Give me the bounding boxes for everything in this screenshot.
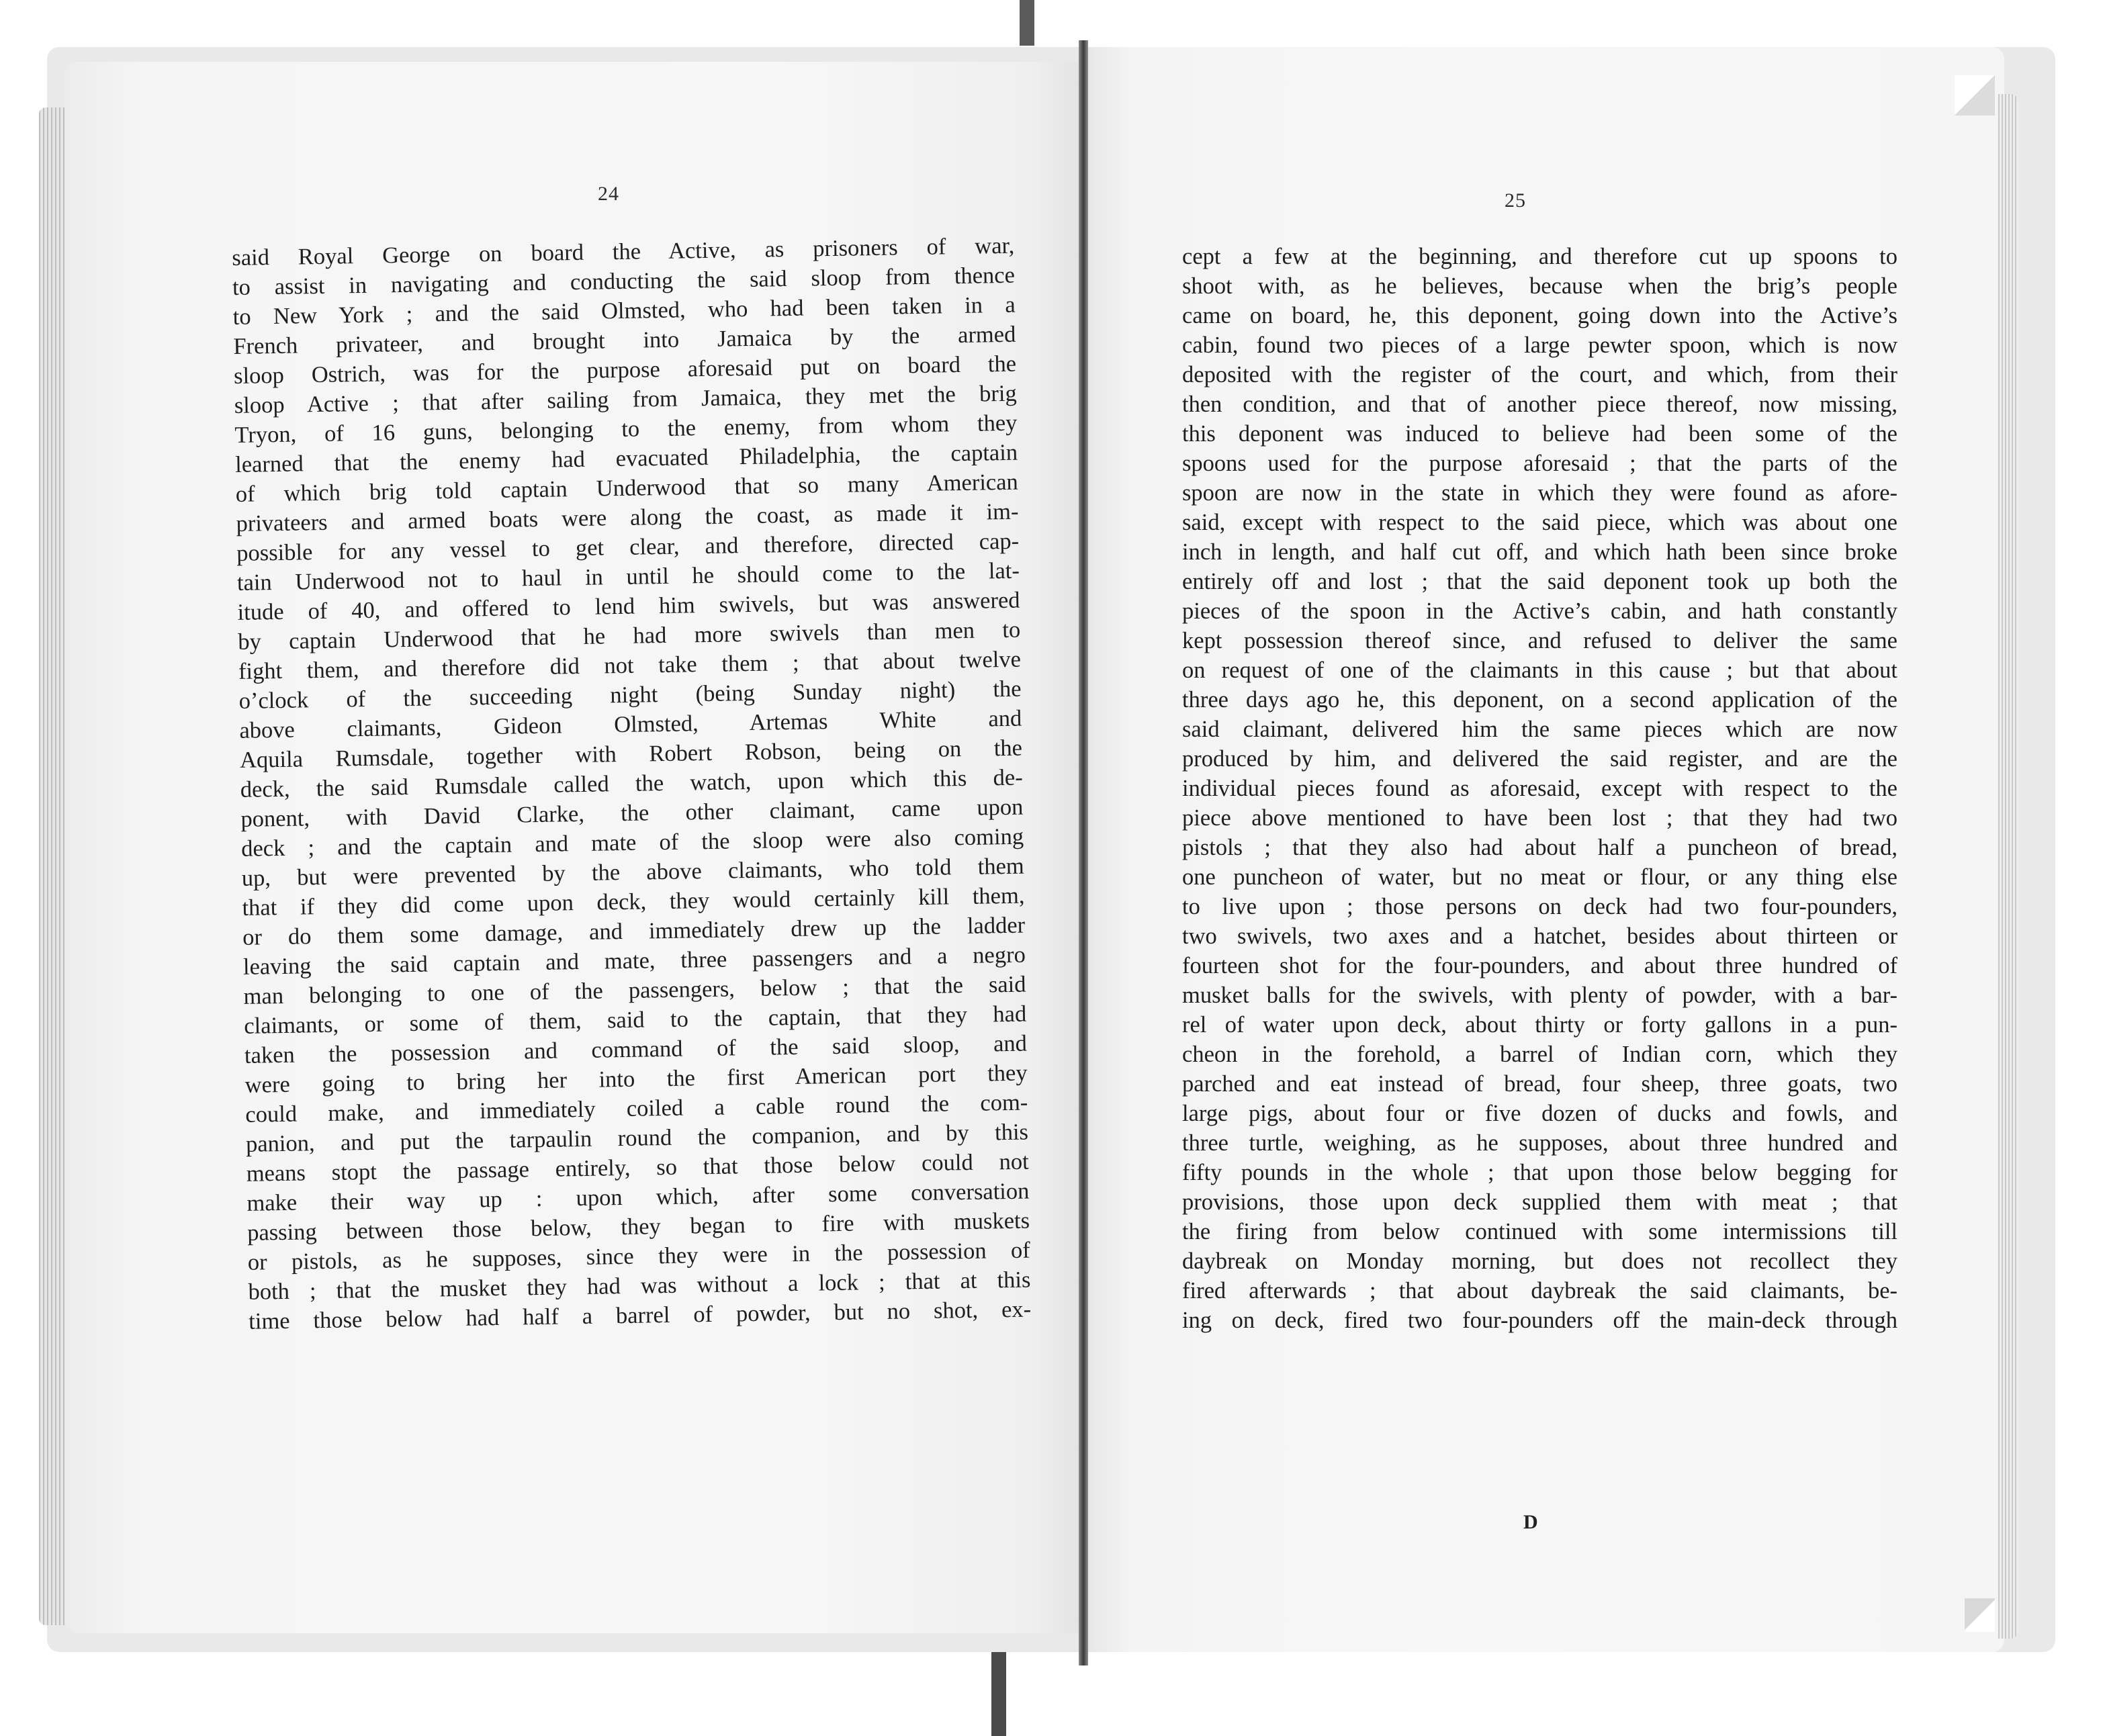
text-line: spoons used for the purpose aforesaid ; that the parts of the [1182, 451, 1897, 476]
text-line: leaving the said captain and mate, three passengers and a negro [242, 942, 1026, 980]
text-line: inch in length, and half cut off, and which hath been since broke [1182, 539, 1897, 565]
text-line: daybreak on Monday morning, but does not recollect they [1182, 1248, 1897, 1274]
text-line: on request of one of the claimants in this cause ; but that about [1182, 657, 1897, 683]
text-line: deposited with the register of the court, and which, from their [1182, 362, 1897, 387]
left-page-number: 24 [598, 183, 619, 205]
text-line: or do them some damage, and immediately drew up the ladder [242, 912, 1026, 950]
text-line: said, except with respect to the said piece, which was about one [1182, 510, 1897, 535]
text-line: sloop Active ; that after sailing from Jamaica, they met the brig [234, 380, 1017, 418]
right-page-text [1182, 242, 1897, 1335]
text-line: make their way up : upon which, after some conversation [247, 1178, 1030, 1216]
text-line: ponent, with David Clarke, the other claimant, came upon [240, 794, 1024, 832]
left-page-text [232, 231, 1031, 1336]
text-line: above claimants, Gideon Olmsted, Artemas White and [239, 705, 1022, 743]
text-line: taken the possession and command of the said sloop, and [244, 1030, 1028, 1068]
text-line: passing between those below, they began to fire with muskets [247, 1207, 1030, 1246]
text-line: man belonging to one of the passengers, below ; that the said [243, 971, 1026, 1009]
text-line: that if they did come upon deck, they would certainly kill them, [242, 882, 1025, 921]
text-line: o’clock of the succeeding night (being Sunday night) the [238, 676, 1022, 714]
text-line: claimants, or some of them, said to the captain, that they had [244, 1001, 1027, 1039]
text-line: musket balls for the swivels, with plenty of powder, with a bar- [1182, 983, 1897, 1008]
text-line: itude of 40, and offered to lend him swivels, but was answered [237, 587, 1020, 625]
text-line: individual pieces found as aforesaid, except with respect to the [1182, 776, 1897, 801]
text-line: rel of water upon deck, about thirty or forty gallons in a pun- [1182, 1012, 1897, 1038]
text-line: fight them, and therefore did not take them ; that about twelve [238, 646, 1022, 684]
text-line: deck ; and the captain and mate of the sloop were also coming [240, 823, 1024, 862]
text-line: provisions, those upon deck supplied them with meat ; that [1182, 1189, 1897, 1215]
text-line: cept a few at the beginning, and therefore cut up spoons to [1182, 244, 1897, 269]
text-line: to live upon ; those persons on deck had two four-pounders, [1182, 894, 1897, 919]
text-line: possible for any vessel to get clear, and therefore, directed cap- [236, 528, 1020, 566]
text-line: time those below had half a barrel of powder, but no shot, ex- [248, 1296, 1032, 1334]
text-line: kept possession thereof since, and refused to deliver the same [1182, 628, 1897, 653]
text-line: Aquila Rumsdale, together with Robert Robson, being on the [239, 735, 1023, 773]
text-line: up, but were prevented by the above claimants, who told them [241, 853, 1025, 891]
text-line: to assist in navigating and conducting the said sloop from thence [232, 262, 1016, 300]
text-line: cheon in the forehold, a barrel of Indian corn, which they [1182, 1042, 1897, 1067]
text-line: the firing from below continued with some intermissions till [1182, 1219, 1897, 1244]
text-line: both ; that the musket they had was without a lock ; that at this [248, 1267, 1031, 1305]
text-line: then condition, and that of another piece thereof, now missing, [1182, 392, 1897, 417]
text-line: fired afterwards ; that about daybreak the said claimants, be- [1182, 1278, 1897, 1304]
signature-mark: D [1523, 1511, 1538, 1533]
text-line: panion, and put the tarpaulin round the companion, and by this [245, 1119, 1029, 1157]
text-line: pistols ; that they also had about half a puncheon of bread, [1182, 835, 1897, 860]
text-line: pieces of the spoon in the Active’s cabin, and hath constantly [1182, 598, 1897, 624]
spine-bottom-binding [991, 1652, 1006, 1736]
text-line: could make, and immediately coiled a cable round the com- [245, 1089, 1028, 1128]
text-line: tain Underwood not to haul in until he should come to the lat- [236, 557, 1020, 596]
text-line: three days ago he, this deponent, on a second application of the [1182, 687, 1897, 713]
text-line: came on board, he, this deponent, going down into the Active’s [1182, 303, 1897, 328]
text-line: said Royal George on board the Active, as prisoners of war, [232, 232, 1015, 271]
text-line: cabin, found two pieces of a large pewter spoon, which is now [1182, 332, 1897, 358]
text-line: deck, the said Rumsdale called the watch, upon which this de- [240, 764, 1023, 803]
bottom-corner-fold [1965, 1598, 1995, 1632]
text-line: spoon are now in the state in which they were found as afore- [1182, 480, 1897, 506]
text-line: large pigs, about four or five dozen of ducks and fowls, and [1182, 1101, 1897, 1126]
top-corner-fold [1955, 75, 1995, 116]
text-line: were going to bring her into the first American port they [244, 1060, 1028, 1098]
text-line: French privateer, and brought into Jamaica by the armed [233, 321, 1016, 359]
text-line: three turtle, weighing, as he supposes, about three hundred and [1182, 1130, 1897, 1156]
book-gutter [1079, 40, 1088, 1665]
text-line: piece above mentioned to have been lost ; that they had two [1182, 805, 1897, 831]
right-page-edges [1998, 94, 2018, 1639]
text-line: by captain Underwood that he had more swivels than men to [238, 616, 1021, 655]
text-line: Tryon, of 16 guns, belonging to the enemy, from whom they [234, 410, 1018, 448]
text-line: entirely off and lost ; that the said deponent took up both the [1182, 569, 1897, 594]
text-line: shoot with, as he believes, because when the brig’s people [1182, 273, 1897, 299]
right-page-number: 25 [1505, 189, 1526, 212]
text-line: or pistols, as he supposes, since they were in the possession of [247, 1237, 1030, 1275]
text-line: ing on deck, fired two four-pounders off the main-deck through [1182, 1308, 1897, 1333]
text-line: means stopt the passage entirely, so that those below could not [246, 1148, 1029, 1187]
text-line: to New York ; and the said Olmsted, who had been taken in a [232, 291, 1016, 330]
text-line: privateers and armed boats were along the coast, as made it im- [236, 498, 1019, 537]
text-line: learned that the enemy had evacuated Philadelphia, the captain [234, 439, 1018, 477]
text-line: produced by him, and delivered the said register, and are the [1182, 746, 1897, 772]
text-line: one puncheon of water, but no meat or flour, or any thing else [1182, 864, 1897, 890]
text-line: said claimant, delivered him the same pieces which are now [1182, 717, 1897, 742]
spine-top-binding [1020, 0, 1034, 46]
text-line: of which brig told captain Underwood that so many American [235, 469, 1019, 507]
text-line: two swivels, two axes and a hatchet, besides about thirteen or [1182, 923, 1897, 949]
text-line: parched and eat instead of bread, four sheep, three goats, two [1182, 1071, 1897, 1097]
text-line: sloop Ostrich, was for the purpose aforesaid put on board the [233, 351, 1017, 389]
text-line: fifty pounds in the whole ; that upon those below begging for [1182, 1160, 1897, 1185]
text-line: fourteen shot for the four-pounders, and about three hundred of [1182, 953, 1897, 978]
text-line: this deponent was induced to believe had been some of the [1182, 421, 1897, 447]
